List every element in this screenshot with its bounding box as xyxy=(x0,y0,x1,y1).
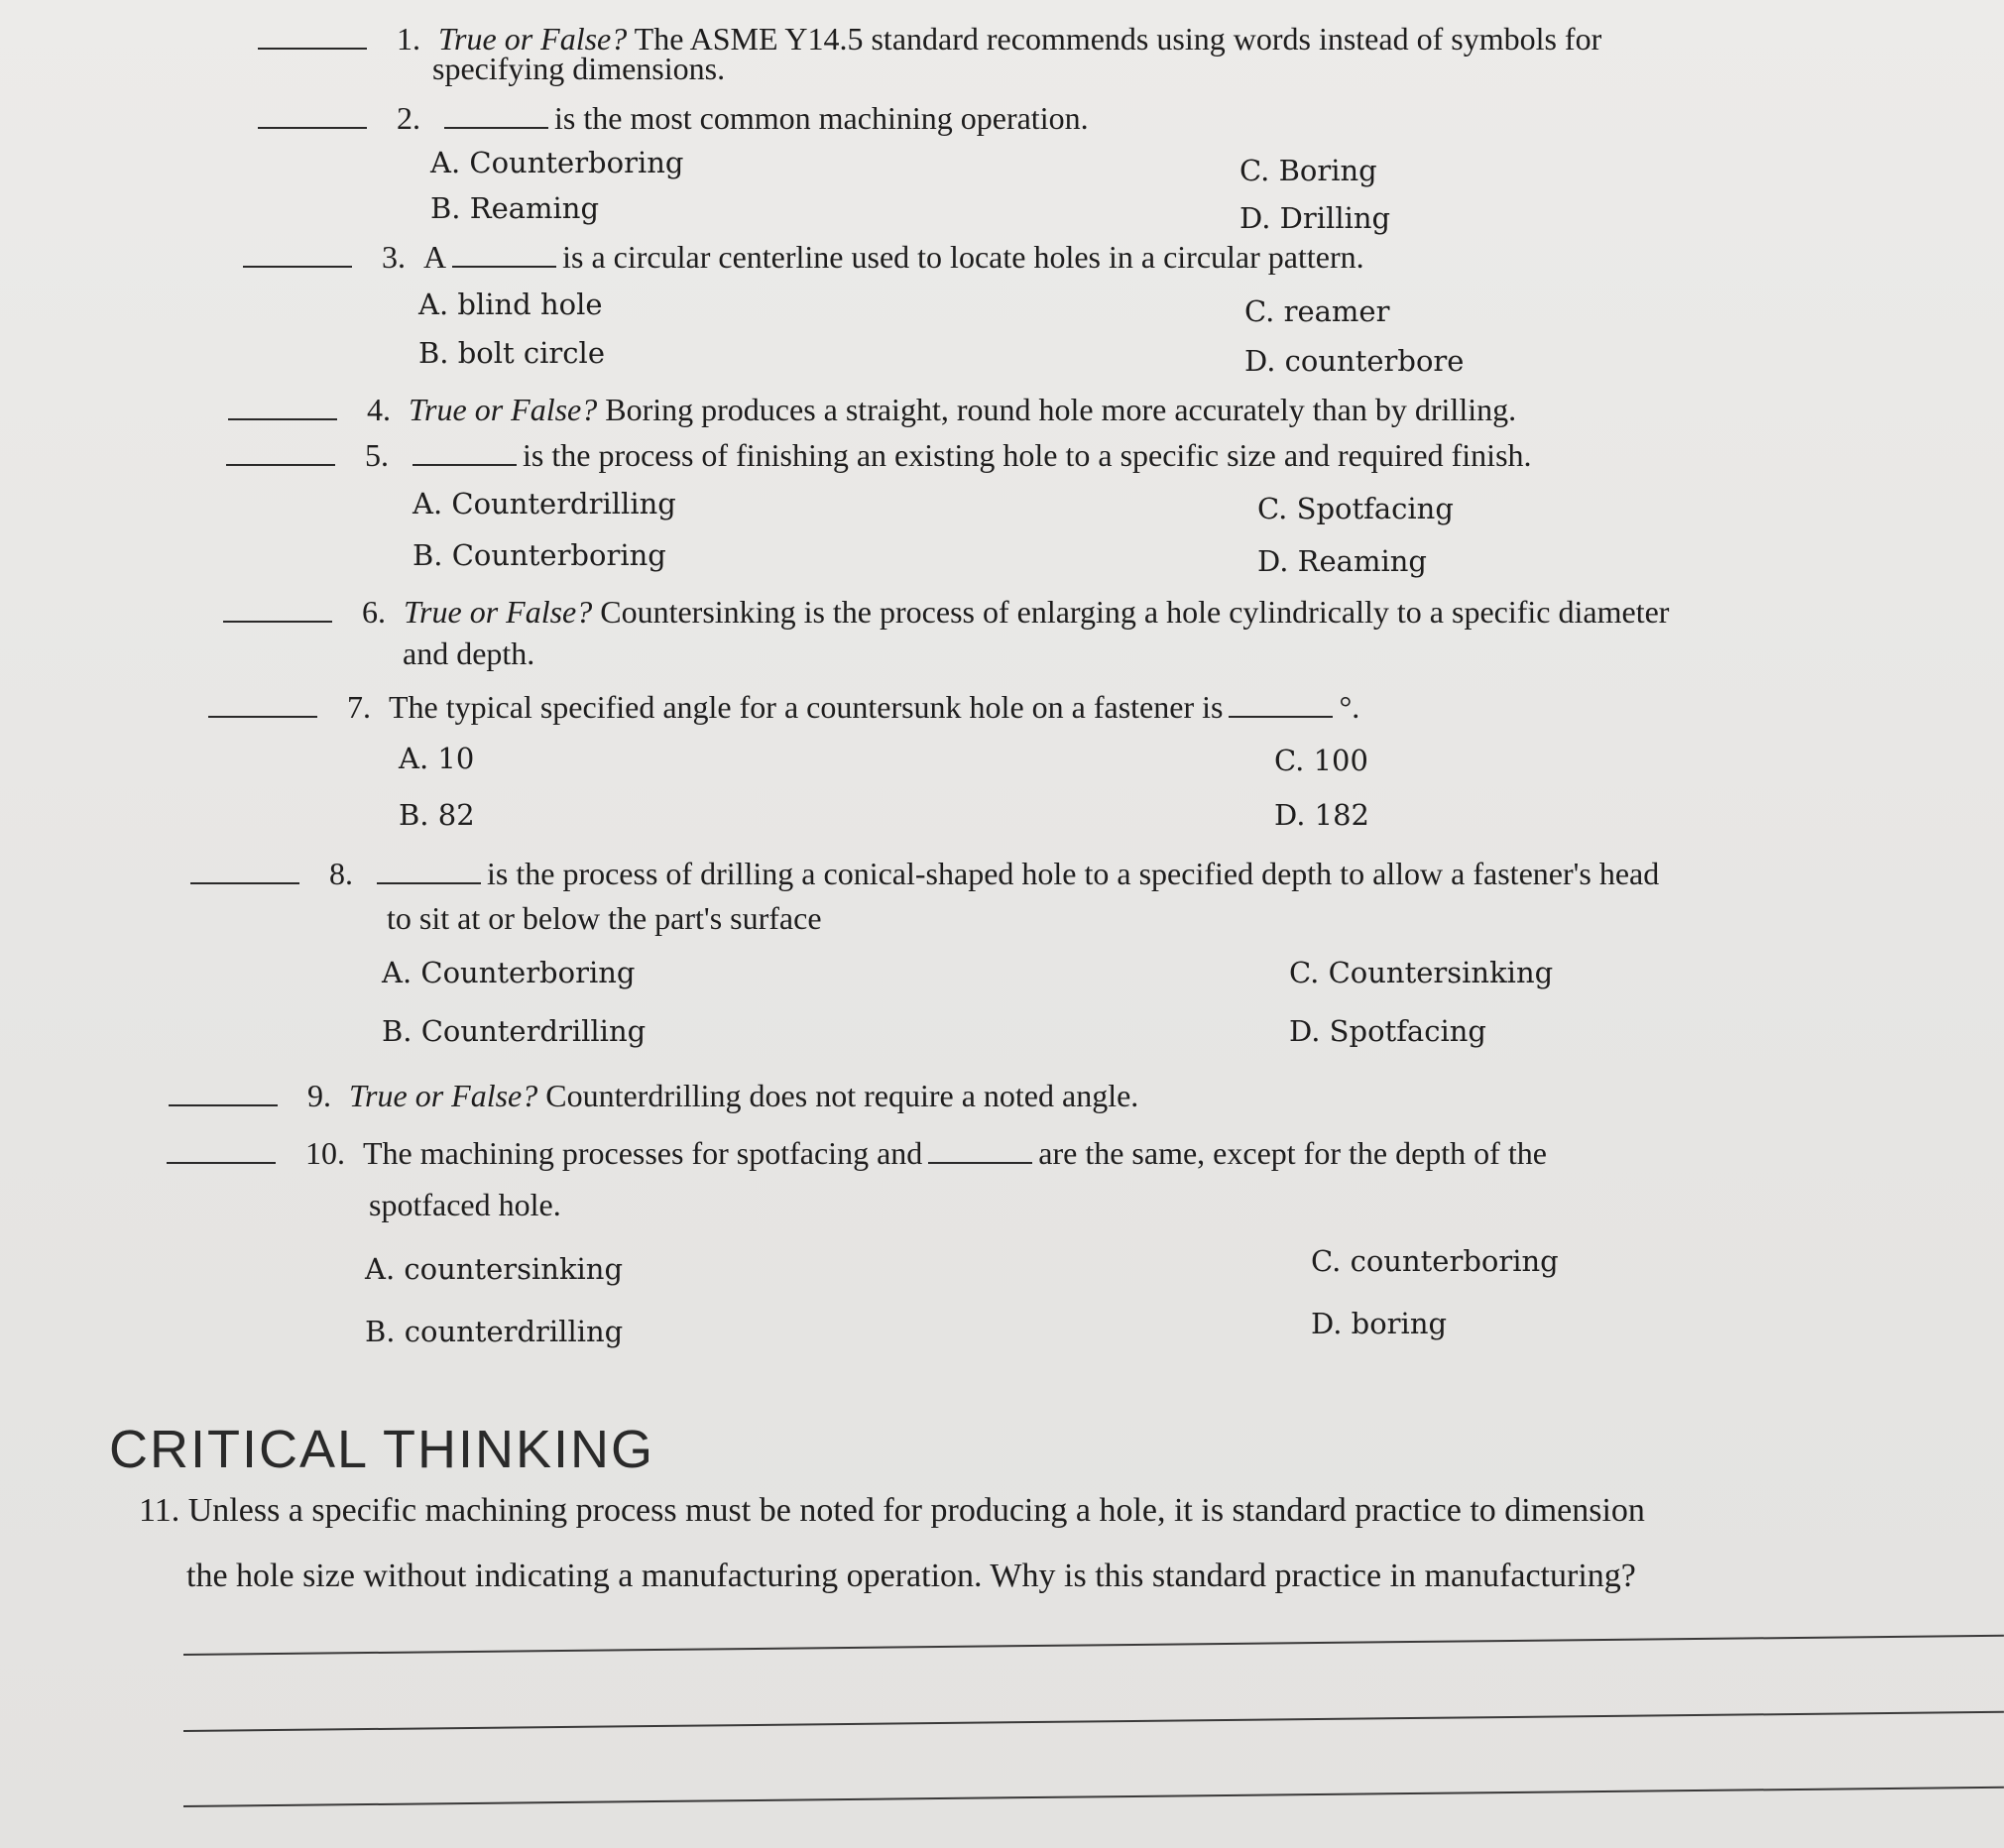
option-c[interactable]: C. Countersinking xyxy=(1289,956,1554,989)
question-3 xyxy=(243,238,1364,276)
option-d[interactable]: D. Drilling xyxy=(1239,201,1391,235)
question-text-after: are the same, except for the depth of the xyxy=(1038,1135,1547,1171)
option-c[interactable]: C. Spotfacing xyxy=(1257,492,1454,525)
question-9 xyxy=(169,1077,1138,1114)
question-text: The ASME Y14.5 standard recommends using words instead of symbols for xyxy=(627,21,1602,57)
option-a[interactable]: A. countersinking xyxy=(365,1252,624,1286)
question-10-continuation: spotfaced hole. xyxy=(369,1187,561,1222)
question-suffix: °. xyxy=(1339,689,1360,725)
fill-in-blank[interactable] xyxy=(413,438,517,466)
option-a[interactable]: A. Counterboring xyxy=(430,146,684,179)
option-b[interactable]: B. Counterboring xyxy=(413,538,666,572)
question-number: 1. xyxy=(397,21,420,57)
option-a[interactable]: A. blind hole xyxy=(418,288,603,321)
option-b[interactable]: B. Reaming xyxy=(430,191,600,225)
answer-blank-7[interactable] xyxy=(208,690,317,718)
question-number: 11. xyxy=(139,1492,180,1529)
question-text: is a circular centerline used to locate holes in a circular pattern. xyxy=(562,239,1364,275)
question-number: 6. xyxy=(362,594,386,630)
answer-blank-1[interactable] xyxy=(258,22,367,50)
question-10 xyxy=(167,1134,1547,1172)
question-text: Boring produces a straight, round hole more accurately than by drilling. xyxy=(597,392,1517,427)
option-c[interactable]: C. 100 xyxy=(1274,744,1368,777)
option-d[interactable]: D. Spotfacing xyxy=(1289,1014,1486,1048)
question-8-continuation: to sit at or below the part's surface xyxy=(387,900,822,936)
answer-blank-5[interactable] xyxy=(226,438,335,466)
option-c[interactable]: C. Boring xyxy=(1239,154,1377,187)
fill-in-blank[interactable] xyxy=(377,857,481,884)
question-text: The typical specified angle for a countersunk hole on a fastener is xyxy=(389,689,1224,725)
question-11 xyxy=(139,1491,1645,1532)
option-c[interactable]: C. counterboring xyxy=(1311,1244,1559,1278)
question-4 xyxy=(228,391,1516,428)
question-number: 9. xyxy=(307,1078,331,1113)
question-7 xyxy=(208,688,1359,726)
question-8 xyxy=(190,855,1659,892)
answer-line-3[interactable] xyxy=(183,1787,2004,1807)
fill-in-blank[interactable] xyxy=(1229,690,1333,718)
answer-blank-6[interactable] xyxy=(223,595,332,623)
question-text: Unless a specific machining process must be noted for producing a hole, it is standard practice to dimension xyxy=(187,1492,1645,1529)
question-1-continuation: specifying dimensions. xyxy=(432,51,726,86)
question-text: is the process of drilling a conical-shaped hole to a specified depth to allow a fastener's head xyxy=(487,856,1660,891)
question-number: 5. xyxy=(365,437,389,473)
question-number: 3. xyxy=(382,239,406,275)
question-2 xyxy=(258,99,1089,137)
option-c[interactable]: C. reamer xyxy=(1244,294,1390,328)
option-d[interactable]: D. boring xyxy=(1311,1307,1448,1340)
option-d[interactable]: D. counterbore xyxy=(1244,344,1465,378)
question-text: is the process of finishing an existing hole to a specific size and required finish. xyxy=(523,437,1532,473)
option-b[interactable]: B. 82 xyxy=(399,798,475,832)
answer-blank-4[interactable] xyxy=(228,393,337,420)
fill-in-blank[interactable] xyxy=(444,101,548,129)
fill-in-blank[interactable] xyxy=(928,1136,1032,1164)
question-text: The machining processes for spotfacing and xyxy=(363,1135,923,1171)
answer-line-1[interactable] xyxy=(183,1635,2004,1656)
question-number: 10. xyxy=(305,1135,345,1171)
question-number: 4. xyxy=(367,392,391,427)
question-text: is the most common machining operation. xyxy=(554,100,1089,136)
option-a[interactable]: A. Counterboring xyxy=(382,956,636,989)
option-a[interactable]: A. Counterdrilling xyxy=(413,487,676,520)
option-b[interactable]: B. Counterdrilling xyxy=(382,1014,647,1048)
answer-line-2[interactable] xyxy=(183,1711,2004,1732)
option-d[interactable]: D. Reaming xyxy=(1257,544,1427,578)
question-text: Counterdrilling does not require a noted angle. xyxy=(537,1078,1139,1113)
option-d[interactable]: D. 182 xyxy=(1274,798,1370,832)
option-a[interactable]: A. 10 xyxy=(399,742,475,775)
question-text: Countersinking is the process of enlarging a hole cylindrically to a specific diameter xyxy=(592,594,1670,630)
answer-blank-8[interactable] xyxy=(190,857,299,884)
question-11-continuation: the hole size without indicating a manufacturing operation. Why is this standard practice in manufacturing? xyxy=(186,1558,1636,1594)
option-b[interactable]: B. bolt circle xyxy=(418,336,605,370)
answer-blank-10[interactable] xyxy=(167,1136,276,1164)
question-6-continuation: and depth. xyxy=(403,635,535,671)
true-false-prefix: True or False? xyxy=(438,21,628,57)
answer-blank-3[interactable] xyxy=(243,240,352,268)
question-number: 7. xyxy=(347,689,371,725)
fill-in-blank[interactable] xyxy=(452,240,556,268)
option-b[interactable]: B. counterdrilling xyxy=(365,1315,624,1348)
true-false-prefix: True or False? xyxy=(349,1078,538,1113)
answer-blank-9[interactable] xyxy=(169,1079,278,1106)
question-number: 2. xyxy=(397,100,420,136)
true-false-prefix: True or False? xyxy=(409,392,598,427)
true-false-prefix: True or False? xyxy=(404,594,593,630)
question-6 xyxy=(223,593,1669,631)
critical-thinking-heading: CRITICAL THINKING xyxy=(109,1420,655,1479)
question-number: 8. xyxy=(329,856,353,891)
question-5 xyxy=(226,436,1532,474)
answer-blank-2[interactable] xyxy=(258,101,367,129)
question-lead: A xyxy=(423,239,447,275)
